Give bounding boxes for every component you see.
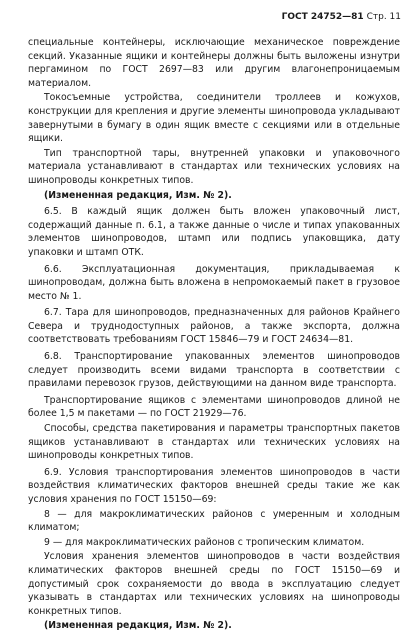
list-item-climate-8: 8 — для макроклиматических районов с умеренным и холодным климатом; xyxy=(28,508,400,534)
amendment-note: (Измененная редакция, Изм. № 2). xyxy=(44,189,232,201)
clause-6-6: 6.6. Эксплуатационная документация, прикладываемая к шинопроводам, должна быть вложена в непромокаемый пакет в грузовое место № 1. xyxy=(28,263,400,302)
page-number: Стр. 11 xyxy=(366,12,401,22)
paragraph-packet-methods: Способы, средства пакетирования и параметры транспортных пакетов ящиков устанавливают в стандартах или технических условиях на шинопроводы конкретных типов. xyxy=(28,423,400,462)
standard-number: ГОСТ 24752—81 xyxy=(281,12,364,22)
clause-6-7: 6.7. Тара для шинопроводов, предназначенных для районов Крайнего Севера и труднодоступных районов, а также экспорта, должна соответствовать требованиям ГОСТ 15846—79 и ГОСТ 24634—81. xyxy=(28,307,400,346)
paragraph-transport-packets: Транспортирование ящиков с элементами шинопроводов длиной не более 1,5 м пакетами — по ГОСТ 21929—76. xyxy=(28,394,400,420)
paragraph-current-collectors: Токосъемные устройства, соединители троллеев и кожухов, конструкции для крепления и другие элементы шинопровода укладывают завернутыми в бумагу в один ящик вместе с секциями или в отдельные ящики. xyxy=(28,92,400,145)
clause-6-5: 6.5. В каждый ящик должен быть вложен упаковочный лист, содержащий данные п. 6.1, а также данные о числе и типах упакованных элементов шинопроводов, штамп или подпись упаковщика, дату упаковки и штамп ОТК. xyxy=(28,206,400,258)
document-body xyxy=(28,36,400,634)
paragraph-containers: специальные контейнеры, исключающие механическое повреждение секций. Указанные ящики и контейнеры должны быть выложены изнутри пергамином по ГОСТ 2697—83 или другим влагонепроницаемым материалом. xyxy=(28,37,400,89)
clause-6-9: 6.9. Условия транспортирования элементов шинопроводов в части воздействия климатических факторов внешней среды такие же как условия хранения по ГОСТ 15150—69: xyxy=(28,466,400,505)
list-item-climate-9: 9 — для макроклиматических районов с тропическим климатом. xyxy=(44,536,365,548)
clause-6-8: 6.8. Транспортирование упакованных элементов шинопроводов следует производить всеми видами транспорта в соответствии с правилами перевозок грузов, действующими на данном виде транспорта. xyxy=(28,351,400,390)
page-header xyxy=(282,12,401,22)
paragraph-storage-conditions: Условия хранения элементов шинопроводов в части воздействия климатических факторов внешней среды по ГОСТ 15150—69 и допустимый срок сохраняемости до ввода в эксплуатацию следует указывать в стандартах или технических условиях на шинопроводы конкретных типов. xyxy=(28,551,400,617)
amendment-note: (Измененная редакция, Изм. № 2). xyxy=(44,620,232,632)
paragraph-packaging-type: Тип транспортной тары, внутренней упаковки и упаковочного материала устанавливают в стандартах или технических условиях на шинопроводы конкретных типов. xyxy=(28,147,400,186)
